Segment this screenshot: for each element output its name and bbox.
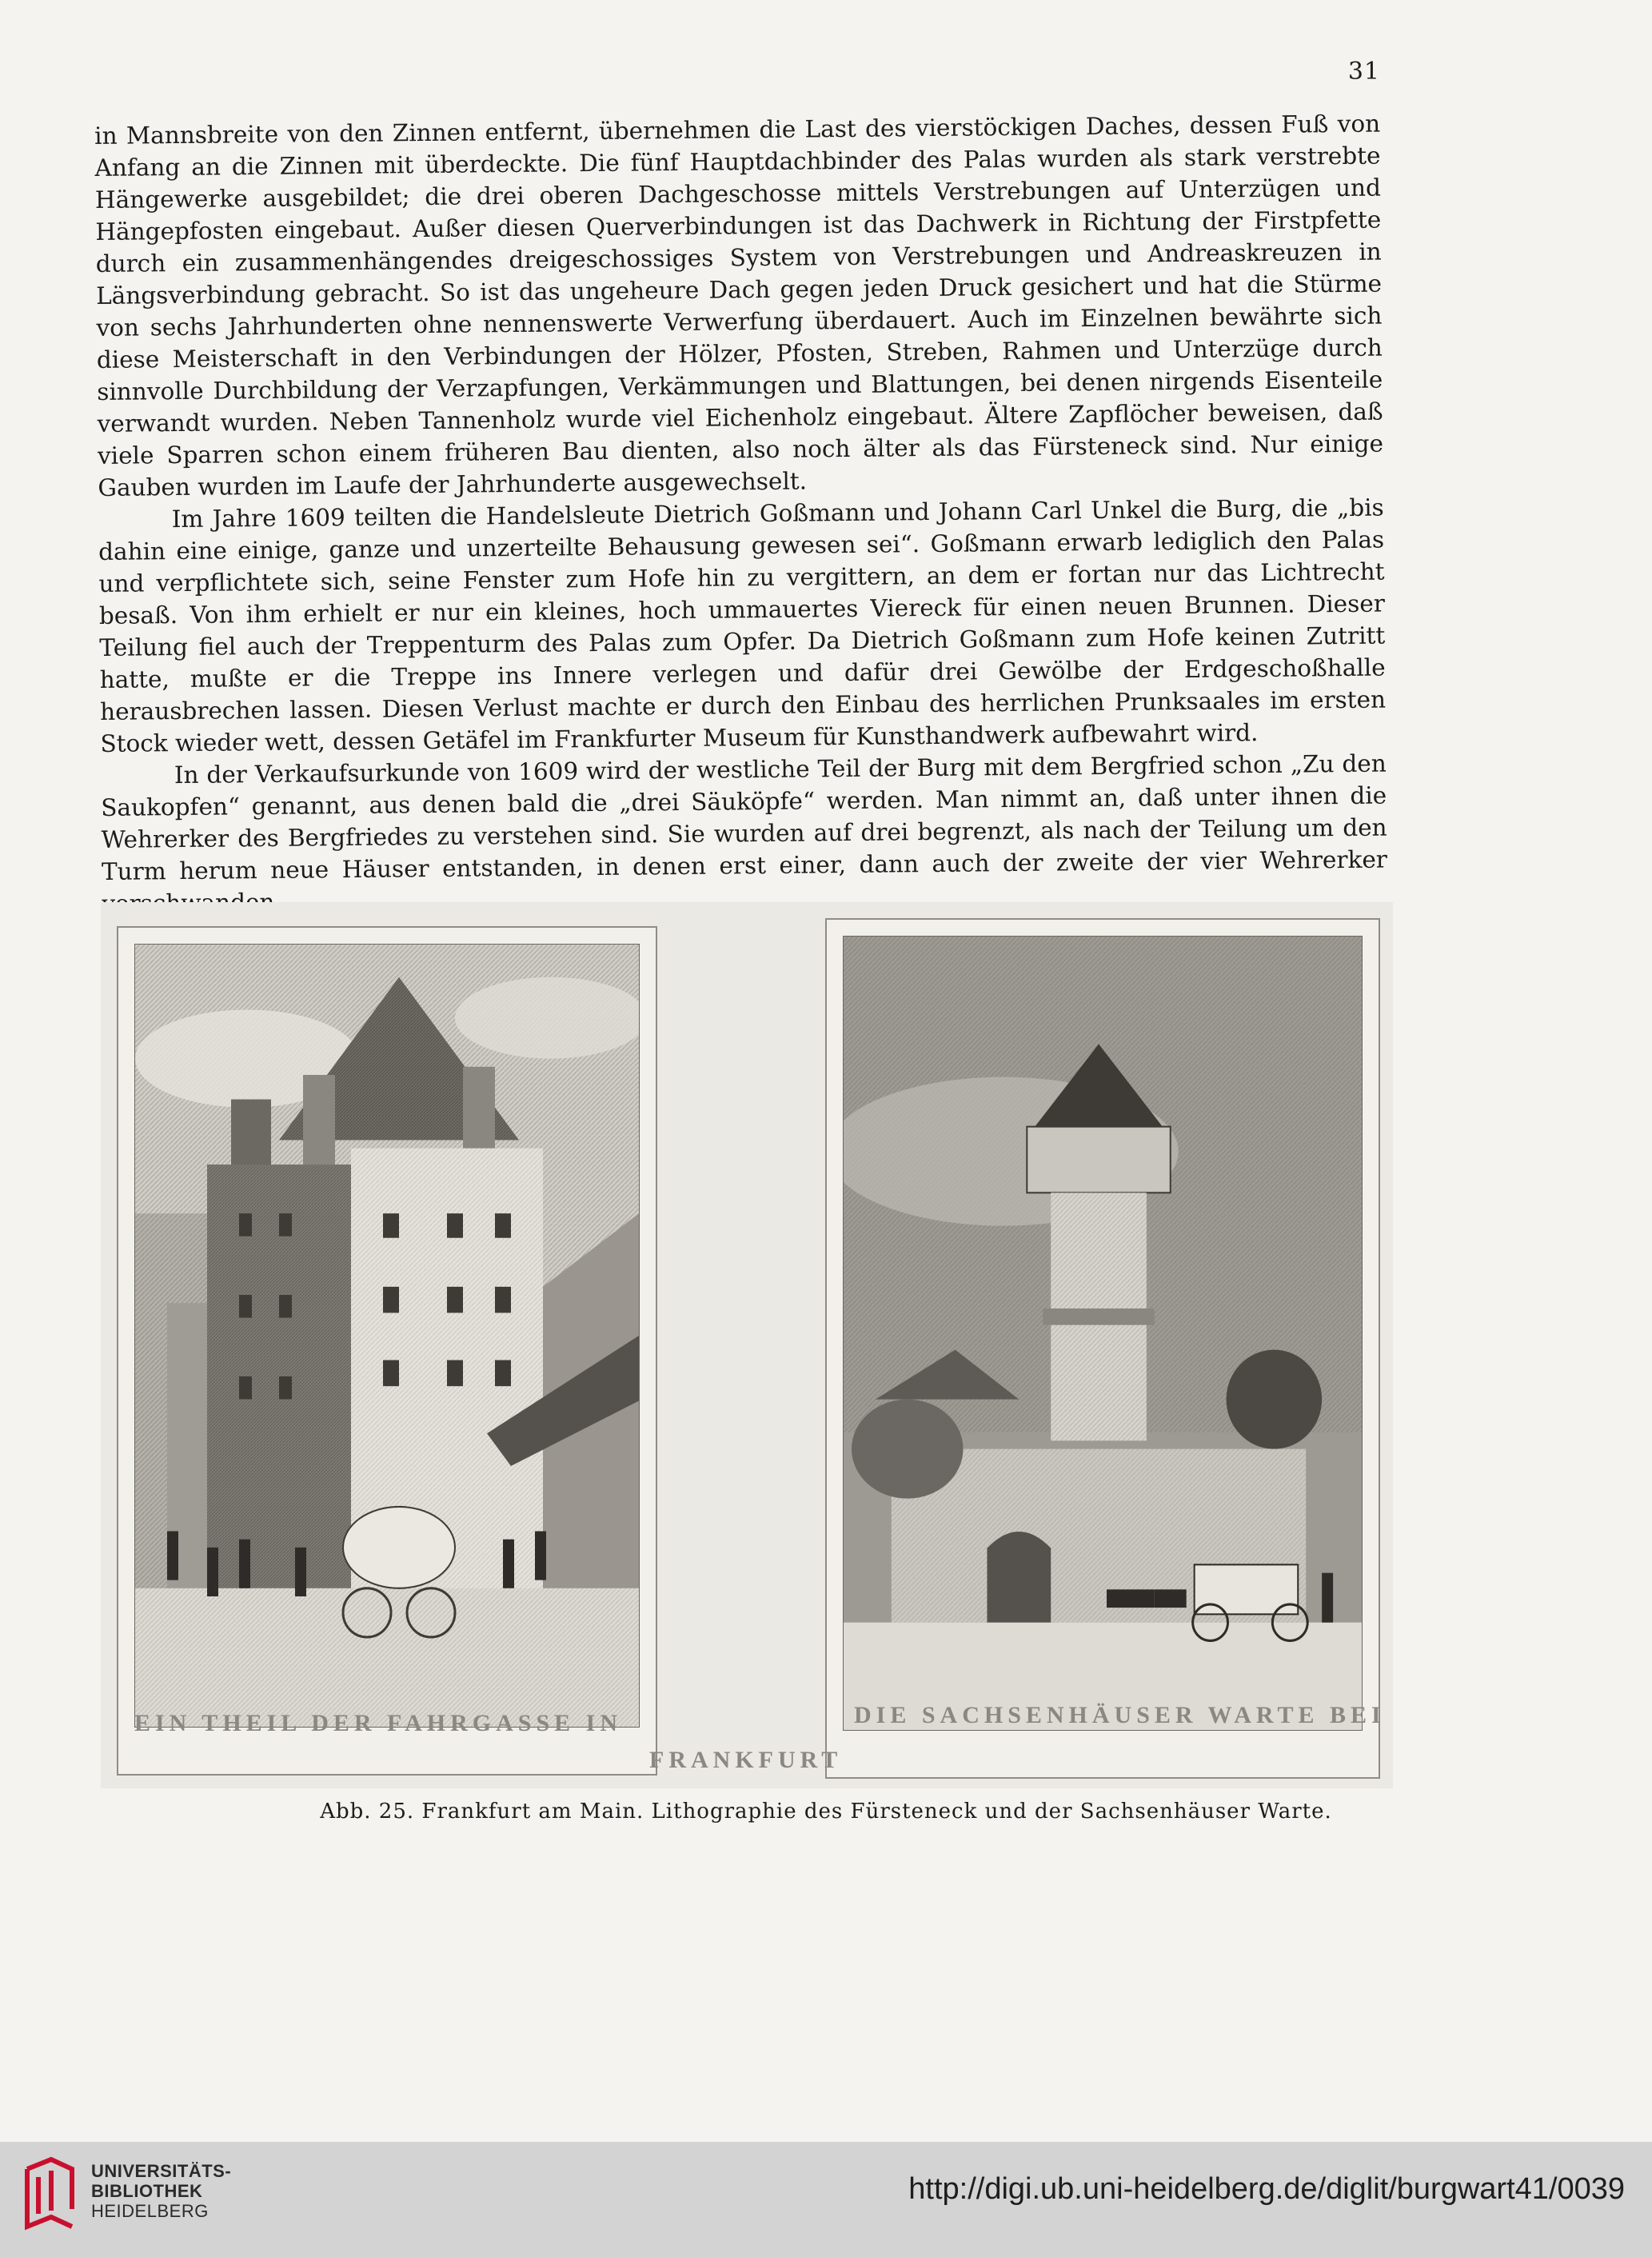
library-name-line2: BIBLIOTHEK <box>91 2181 203 2201</box>
engraving-caption-left-line1: EIN THEIL DER FAHRGASSE IN <box>134 1710 623 1736</box>
university-library-logo-icon[interactable] <box>19 2153 80 2233</box>
figure-caption: Abb. 25. Frankfurt am Main. Lithographie des Fürsteneck und der Sachsenhäuser Warte. <box>320 1800 1332 1824</box>
engraving-fahrgasse-image <box>135 945 639 1727</box>
library-name-line3: HEIDELBERG <box>91 2201 209 2221</box>
engraving-fahrgasse <box>117 926 657 1776</box>
page-number: 31 <box>1347 58 1380 86</box>
paragraph: Im Jahre 1609 teilten die Handelsleute Dietrich Goßmann und Johann Carl Unkel die Burg, die „bis dahin eine einige, ganze und unzerteilte Behausung gewesen sei“. Goßmann erwarb lediglich den Palas und verpflichtete sich, seine Fenster zum Hofe hin zu vergittern, an dem er fortan nur das Lichtrecht besaß. Von ihm erhielt er nur ein kleines, hoch ummauertes Viereck für einen neuen Brunnen. Dieser Teilung fiel auch der Treppenturm des Palas zum Opfer. Da Dietrich Goßmann zum Hofe keinen Zutritt hatte, mußte er die Treppe ins Innere verlegen und dafür drei Gewölbe der Erdgeschoßhalle herausbrechen lassen. Diesen Verlust machte er durch den Einbau des herrlichen Prunksaales im ersten Stock wieder wett, dessen Getäfel im Frankfurter Museum für Kunsthandwerk aufbewahrt wird. <box>98 493 1387 757</box>
permalink-url[interactable]: http://digi.ub.uni-heidelberg.de/diglit/burgwart41/0039 <box>908 2172 1625 2206</box>
paragraph: in Mannsbreite von den Zinnen entfernt, übernehmen die Last des vierstöckigen Daches, dessen Fuß von Anfang an die Zinnen mit überdeckte. Die fünf Hauptdachbinder des Palas wurden als stark verstrebte Hängewerke ausgebildet; die drei oberen Dachgeschosse mittels Verstrebungen auf Unterzügen und Hängepfosten eingebaut. Außer diesen Querverbindungen ist das Dachwerk in Richtung der Firstpfette durch ein zusammenhängendes dreigeschossiges System von Verstrebungen und Andreaskreuzen in Längsverbindung gebracht. So ist das ungeheure Dach gegen jeden Druck gesichert und hat die Stürme von sechs Jahrhunderten ohne nennenswerte Verwerfung überdauert. Auch im Einzelnen bewährte sich diese Meisterschaft in den Verbindungen der Hölzer, Pfosten, Streben, Rahmen und Unterzüge durch sinnvolle Durchbildung der Verzapfungen, Verkämmungen und Blattungen, bei denen nirgends Eisenteile verwandt wurden. Neben Tannenholz wurde viel Eichenholz eingebaut. Ältere Zapflöcher beweisen, daß viele Sparren schon einem früheren Bau dienten, also noch älter als das Fürsteneck sind. Nur einige Gauben wurden im Laufe der Jahrhunderte ausgewechselt. <box>94 110 1384 501</box>
figure-plate <box>101 902 1393 1788</box>
engraving-sachsenhaeuser-warte <box>825 918 1380 1779</box>
paragraph: In der Verkaufsurkunde von 1609 wird der westliche Teil der Burg mit dem Bergfried schon „Zu den Saukopfen“ genannt, aus denen bald die „drei Säuköpfe“ werden. Man nimmt an, daß unter ihnen die Wehrerker des Bergfriedes zu verstehen sind. Sie wurden auf drei begrenzt, als nach der Teilung um den Turm herum neue Häuser entstanden, in denen erst einer, dann auch der zweite der vier Wehrerker <box>101 749 1388 885</box>
library-name[interactable] <box>91 2161 231 2221</box>
library-name-line1: UNIVERSITÄTS- <box>91 2161 232 2181</box>
footer-bar <box>0 2142 1652 2257</box>
engraving-warte-image <box>844 937 1362 1730</box>
body-text <box>94 108 1389 1016</box>
engraving-caption-right: DIE SACHSENHÄUSER WARTE BEI <box>854 1702 1386 1728</box>
engraving-caption-left-line2: FRANKFURT <box>649 1747 843 1773</box>
